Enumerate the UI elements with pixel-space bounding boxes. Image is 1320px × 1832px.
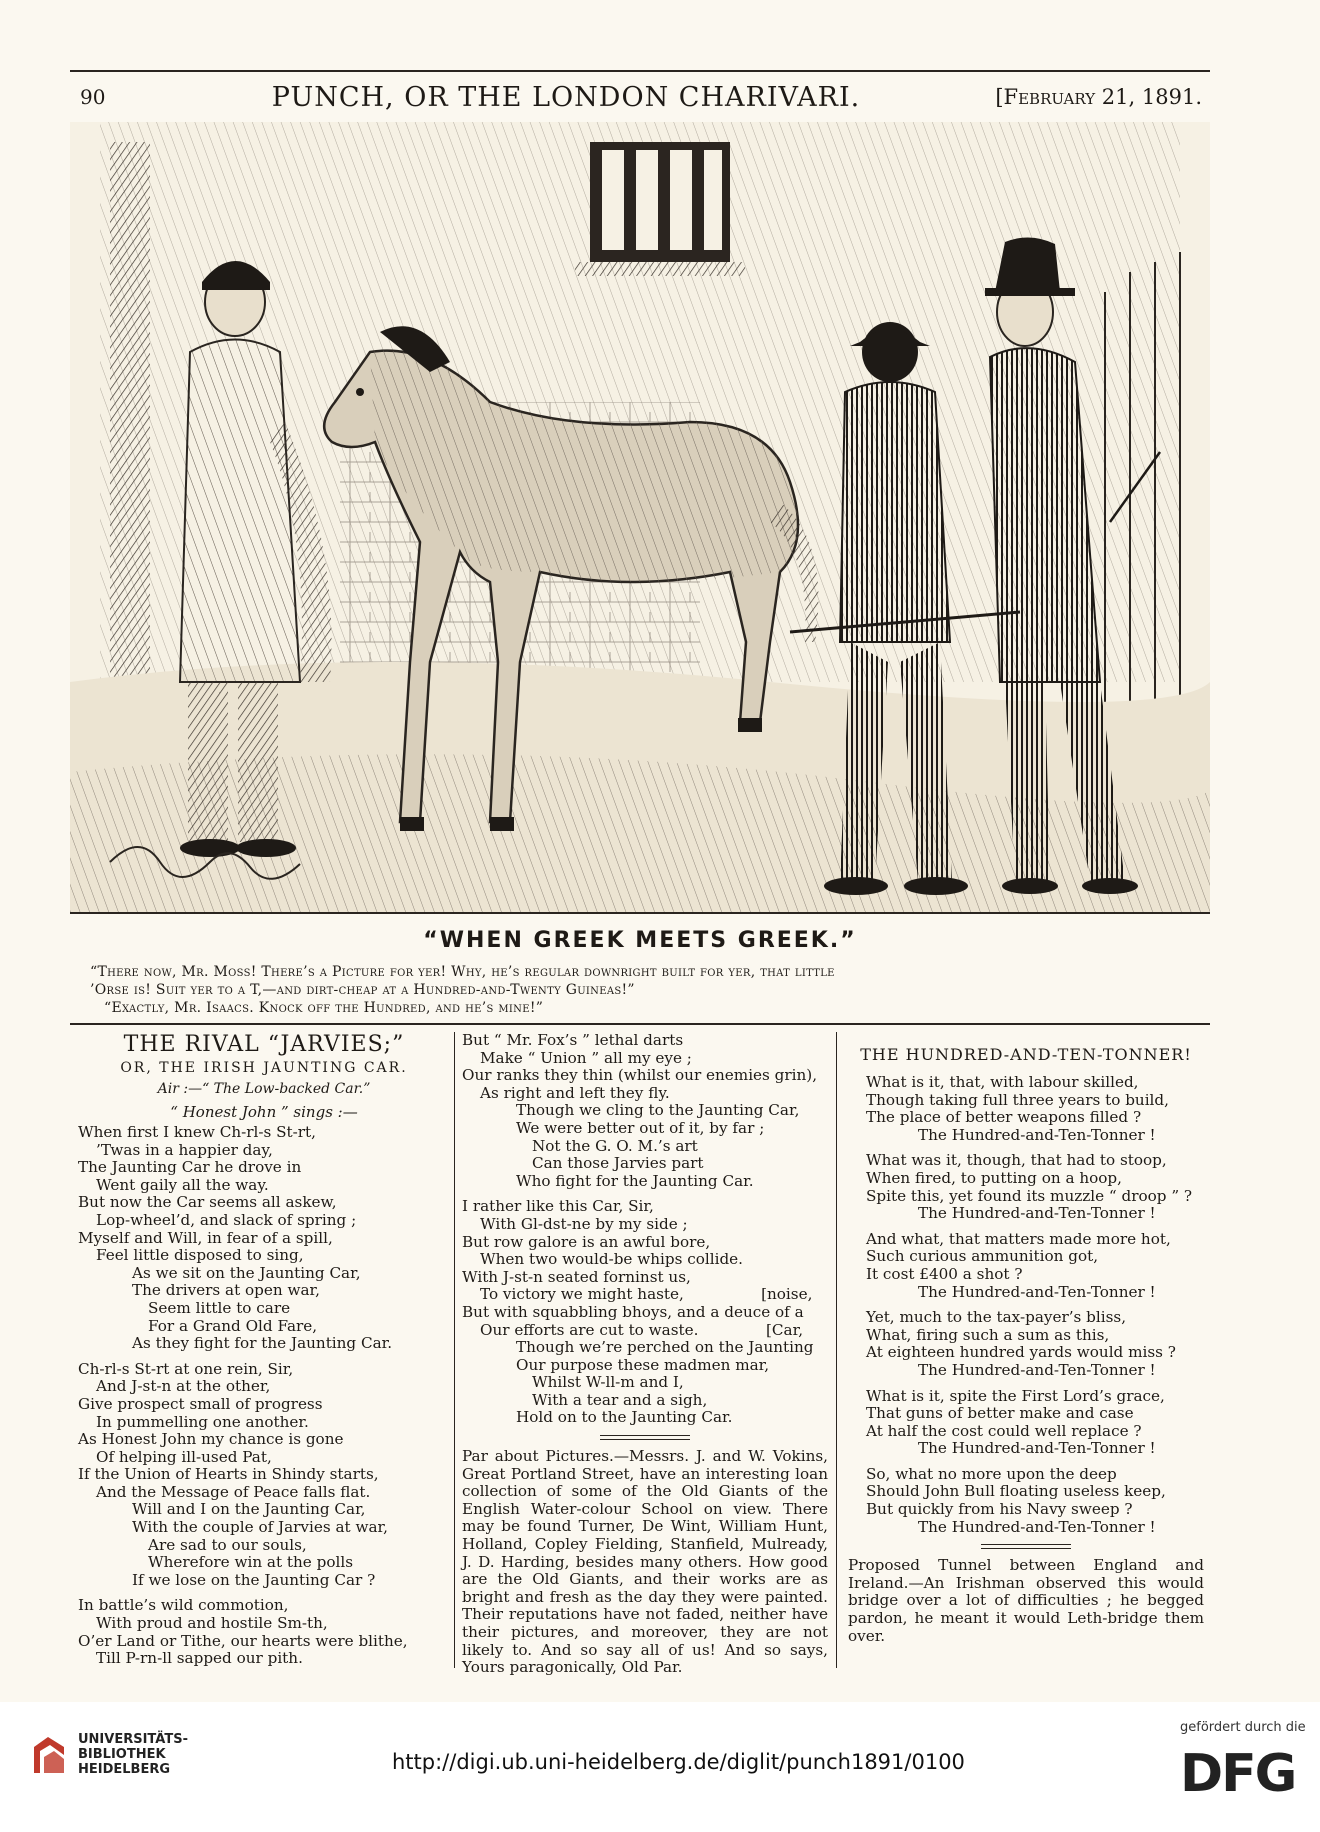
- verse-line: But with squabbling bhoys, and a deuce of a: [462, 1302, 804, 1321]
- par-about-pictures: Par about Pictures.—Messrs. J. and W. Vokins, Great Portland Street, have an interesting loan collection of some of the Old Giants of the English Water-colour School on view. There may be found Turner, De Wint, William Hunt, Holland, Copley Fielding, Stanfield, Mulready, J. D. Harding, besides many others. How good are the Old Giants, and their works are as bright and fresh as the day they were painted. Their reputations have not faded, neither have their pictures, and moreover, they are not likely to. And so say all of us! And so says, Yours paragonically, Old Par.: [462, 1447, 828, 1677]
- column-hundred-ten-tonner: [848, 1032, 1204, 1645]
- verse-line: I rather like this Car, Sir,: [462, 1197, 654, 1216]
- verse-line: And J-st-n at the other,: [96, 1377, 271, 1396]
- separator-rule: [600, 1435, 690, 1440]
- refrain-line: The Hundred-and-Ten-Tonner !: [918, 1360, 1156, 1379]
- verse-line: With proud and hostile Sm-th,: [96, 1614, 328, 1633]
- verse-line: Though taking full three years to build,: [866, 1090, 1169, 1109]
- publication-title: PUNCH, OR THE LONDON CHARIVARI.: [271, 81, 861, 113]
- cartoon-engraving: [70, 122, 1210, 912]
- verse-line: Spite this, yet found its muzzle “ droop ” ?: [866, 1186, 1193, 1205]
- verse-line: The drivers at open war,: [132, 1281, 320, 1300]
- verse-line: With a tear and a sigh,: [532, 1390, 708, 1409]
- poem-stanzas-continued: [462, 1032, 828, 1427]
- library-crest-icon: [30, 1733, 68, 1777]
- verse-line: Lop-wheel’d, and slack of spring ;: [96, 1210, 357, 1229]
- verse-line: Can those Jarvies part: [532, 1154, 704, 1173]
- refrain-line: The Hundred-and-Ten-Tonner !: [918, 1282, 1156, 1301]
- verse-line: But now the Car seems all askew,: [78, 1193, 337, 1212]
- poem-title: THE RIVAL “JARVIES;”: [123, 1032, 405, 1057]
- verse-line: Our purpose these madmen mar,: [516, 1355, 770, 1374]
- column-rule: [454, 1032, 455, 1668]
- verse-line: Wherefore win at the polls: [148, 1553, 353, 1572]
- poem-title-tonner: THE HUNDRED-AND-TEN-TONNER!: [860, 1045, 1192, 1064]
- poem-stanzas: [78, 1124, 450, 1668]
- source-url-link[interactable]: http://digi.ub.uni-heidelberg.de/diglit/punch1891/0100: [392, 1750, 965, 1774]
- issue-date: [February 21, 1891.: [995, 85, 1202, 109]
- verse-line: As they fight for the Jaunting Car.: [132, 1334, 393, 1353]
- poem-subtitle: OR, THE IRISH JAUNTING CAR.: [120, 1060, 408, 1076]
- poem-air: Air :—“ The Low-backed Car.”: [157, 1081, 371, 1097]
- funding-label: gefördert durch die: [1180, 1720, 1306, 1735]
- verse-line: What is it, spite the First Lord’s grace,: [866, 1386, 1165, 1405]
- caption-line: ’Orse is! Suit yer to a T,—and dirt-cheap at a Hundred-and-Twenty Guineas!”: [90, 982, 635, 998]
- poem-singer: “ Honest John ” sings :—: [170, 1103, 358, 1121]
- column-continued: [462, 1032, 828, 1677]
- verse-line: Ch-rl-s St-rt at one rein, Sir,: [78, 1359, 294, 1378]
- verse-line: Will and I on the Jaunting Car,: [132, 1500, 366, 1519]
- verse-line: But quickly from his Navy sweep ?: [866, 1500, 1133, 1519]
- verse-line: What was it, though, that had to stoop,: [866, 1151, 1167, 1170]
- verse-line: Of helping ill-used Pat,: [96, 1447, 272, 1466]
- verse-line: Till P-rn-ll sapped our pith.: [96, 1649, 303, 1668]
- verse-line: It cost £400 a shot ?: [866, 1264, 1023, 1283]
- verse-line: What, firing such a sum as this,: [866, 1325, 1110, 1344]
- verse-line: In battle’s wild commotion,: [78, 1596, 289, 1615]
- library-logo[interactable]: [30, 1732, 188, 1777]
- verse-line: For a Grand Old Fare,: [148, 1316, 318, 1335]
- library-name: UNIVERSITÄTS- BIBLIOTHEK HEIDELBERG: [78, 1732, 188, 1777]
- verse-line: At eighteen hundred yards would miss ?: [866, 1343, 1176, 1362]
- verse-line: When fired, to putting on a hoop,: [866, 1168, 1122, 1187]
- verse-line: Hold on to the Jaunting Car.: [516, 1408, 733, 1427]
- verse-line: So, what no more upon the deep: [866, 1464, 1117, 1483]
- verse-line: Feel little disposed to sing,: [96, 1246, 304, 1265]
- verse-line: That guns of better make and case: [866, 1404, 1134, 1423]
- verse-line: If the Union of Hearts in Shindy starts,: [78, 1465, 379, 1484]
- refrain-line: The Hundred-and-Ten-Tonner !: [918, 1517, 1156, 1536]
- verse-line: The place of better weapons filled ?: [866, 1108, 1142, 1127]
- verse-line: In pummelling one another.: [96, 1412, 309, 1431]
- verse-line: Our ranks they thin (whilst our enemies grin),: [462, 1066, 818, 1085]
- verse-line: As we sit on the Jaunting Car,: [132, 1263, 361, 1282]
- digitization-footer: [0, 1702, 1320, 1832]
- verse-line: The Jaunting Car he drove in: [78, 1158, 302, 1177]
- verse-line: Our efforts are cut to waste. [Car,: [480, 1320, 804, 1339]
- verse-line: But “ Mr. Fox’s ” lethal darts: [462, 1031, 684, 1049]
- verse-line: And the Message of Peace falls flat.: [96, 1482, 371, 1501]
- verse-line: Make “ Union ” all my eye ;: [480, 1048, 692, 1067]
- verse-line: Seem little to care: [148, 1298, 291, 1317]
- verse-line: Myself and Will, in fear of a spill,: [78, 1228, 333, 1247]
- cartoon-illustration: [70, 122, 1210, 914]
- verse-line: Went gaily all the way.: [96, 1175, 269, 1194]
- caption-line: “There now, Mr. Moss! There’s a Picture for yer! Why, he’s regular downright built for yer, that little: [90, 964, 835, 980]
- tonner-stanzas: [848, 1074, 1204, 1536]
- dfg-logo[interactable]: DFG: [1180, 1744, 1296, 1804]
- verse-line: We were better out of it, by far ;: [516, 1118, 765, 1137]
- verse-line: If we lose on the Jaunting Car ?: [132, 1570, 376, 1589]
- verse-line: Not the G. O. M.’s art: [532, 1136, 698, 1155]
- cartoon-caption: [90, 963, 1200, 1017]
- magazine-sheet: [70, 70, 1210, 1677]
- verse-line: Yet, much to the tax-payer’s bliss,: [866, 1308, 1127, 1327]
- verse-line: Though we’re perched on the Jaunting: [516, 1338, 814, 1357]
- verse-line: As Honest John my chance is gone: [78, 1430, 344, 1449]
- refrain-line: The Hundred-and-Ten-Tonner !: [918, 1204, 1156, 1223]
- page-header: [70, 70, 1210, 124]
- verse-line: O’er Land or Tithe, our hearts were blithe,: [78, 1631, 408, 1650]
- verse-line: With J-st-n seated forninst us,: [462, 1267, 691, 1286]
- verse-line: Whilst W-ll-m and I,: [532, 1373, 684, 1392]
- verse-line: As right and left they fly.: [480, 1083, 670, 1102]
- caption-line: “Exactly, Mr. Isaacs. Knock off the Hundred, and he’s mine!”: [104, 1000, 544, 1016]
- section-divider: [70, 1023, 1210, 1025]
- verse-line: When first I knew Ch-rl-s St-rt,: [78, 1123, 316, 1141]
- verse-line: Such curious ammunition got,: [866, 1247, 1099, 1266]
- page-number: 90: [80, 85, 106, 109]
- verse-line: Are sad to our souls,: [148, 1535, 307, 1554]
- verse-line: At half the cost could well replace ?: [866, 1421, 1142, 1440]
- verse-line: Give prospect small of progress: [78, 1394, 323, 1413]
- verse-line: With the couple of Jarvies at war,: [132, 1518, 388, 1537]
- cartoon-title: “WHEN GREEK MEETS GREEK.”: [423, 928, 857, 953]
- verse-line: What is it, that, with labour skilled,: [866, 1073, 1139, 1091]
- verse-line: Who fight for the Jaunting Car.: [516, 1171, 754, 1190]
- separator-rule: [981, 1544, 1071, 1549]
- column-rival-jarvies: [78, 1032, 450, 1668]
- verse-line: Should John Bull floating useless keep,: [866, 1482, 1166, 1501]
- verse-line: When two would-be whips collide.: [480, 1250, 743, 1269]
- proposed-tunnel-paragraph: Proposed Tunnel between England and Ireland.—An Irishman observed this would bridge over a lot of difficulties ; he begged pardon, he meant it would Leth-bridge them over.: [848, 1556, 1204, 1645]
- refrain-line: The Hundred-and-Ten-Tonner !: [918, 1439, 1156, 1458]
- verse-line: But row galore is an awful bore,: [462, 1232, 711, 1251]
- verse-line: To victory we might haste, [noise,: [480, 1285, 813, 1304]
- column-rule: [836, 1032, 837, 1668]
- refrain-line: The Hundred-and-Ten-Tonner !: [918, 1125, 1156, 1144]
- verse-line: Though we cling to the Jaunting Car,: [516, 1101, 800, 1120]
- verse-line: ’Twas in a happier day,: [96, 1140, 273, 1159]
- verse-line: And what, that matters made more hot,: [866, 1229, 1171, 1248]
- verse-line: With Gl-dst-ne by my side ;: [480, 1214, 688, 1233]
